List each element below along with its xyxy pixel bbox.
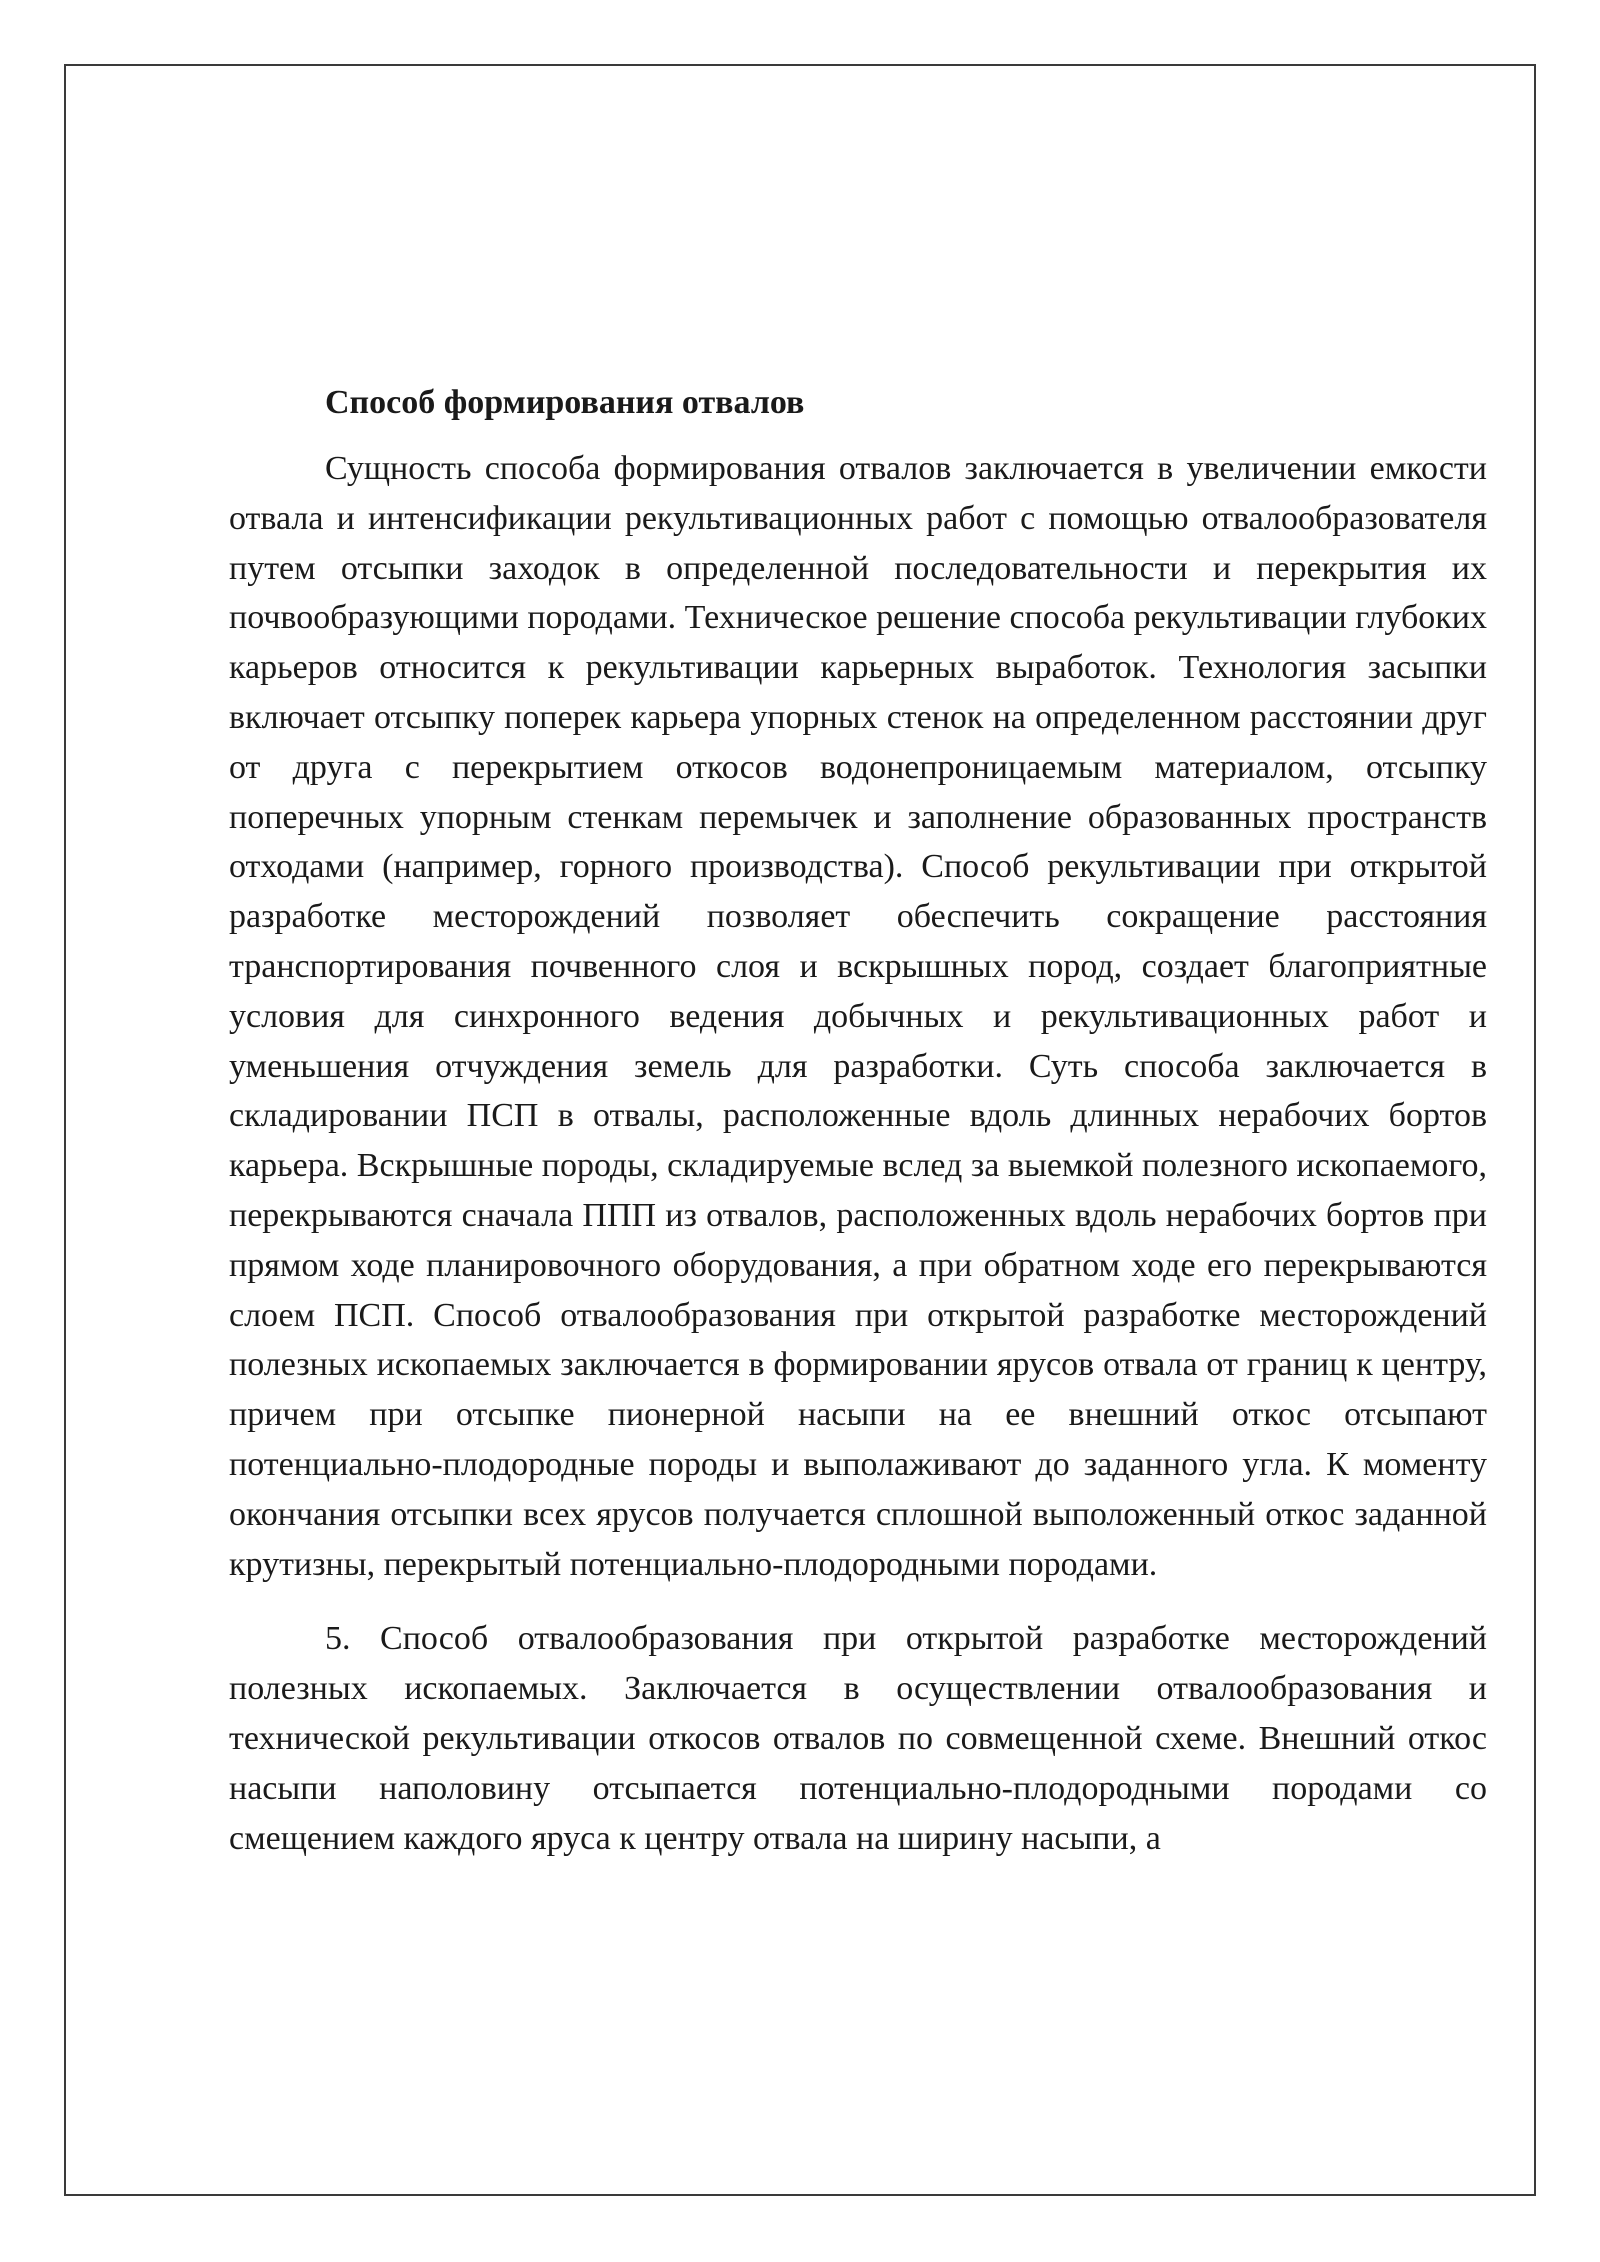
paragraph-main: Сущность способа формирования отвалов заключается в увеличении емкости отвала и интенсификации рекультивационных работ с помощью отвалообразователя путем отсыпки заходок в определенной последовательности и перекрытия их почвообразующими породами. Техническое решение способа рекультивации глубоких карьеров относится к рекультивации карьерных выработок. Технология засыпки включает отсыпку поперек карьера упорных стенок на определенном расстоянии друг от друга с перекрытием откосов водонепроницаемым материалом, отсыпку поперечных упорным стенкам перемычек и заполнение образованных пространств отходами (например, горного производства). Способ рекультивации при открытой разработке месторождений позволяет обеспечить сокращение расстояния транспортирования почвенного слоя и вскрышных пород, создает благоприятные условия для синхронного ведения добычных и рекультивационных работ и уменьшения отчуждения земель для разработки. Суть способа заключается в складировании ПСП в отвалы, расположенные вдоль длинных нерабочих бортов карьера. Вскрышные породы, складируемые вслед за выемкой полезного ископаемого, перекрываются сначала ППП из отвалов, расположенных вдоль нерабочих бортов при прямом ходе планировочного оборудования, а при обратном ходе его перекрываются слоем ПСП. Способ отвалообразования при открытой разработке месторождений полезных ископаемых заключается в формировании ярусов отвала от границ к центру, причем при отсыпке пионерной насыпи на ее внешний откос отсыпают потенциально-плодородные породы и выполаживают до заданного угла. К моменту окончания отсыпки всех ярусов получается сплошной выположенный откос заданной крутизны, перекрытый потенциально-плодородными породами.	[229, 450, 1487, 1583]
paragraph-item-5: 5. Способ отвалообразования при открытой разработке месторождений полезных ископаемых. Заключается в осуществлении отвалообразования и технической рекультивации откосов отвалов по совмещенной схеме. Внешний откос насыпи наполовину отсыпается потенциально-плодородными породами со смещением каждого яруса к центру отвала на ширину насыпи, а	[229, 1620, 1487, 1857]
document-body	[229, 378, 1487, 1888]
section-heading: Способ формирования отвалов	[325, 384, 805, 421]
